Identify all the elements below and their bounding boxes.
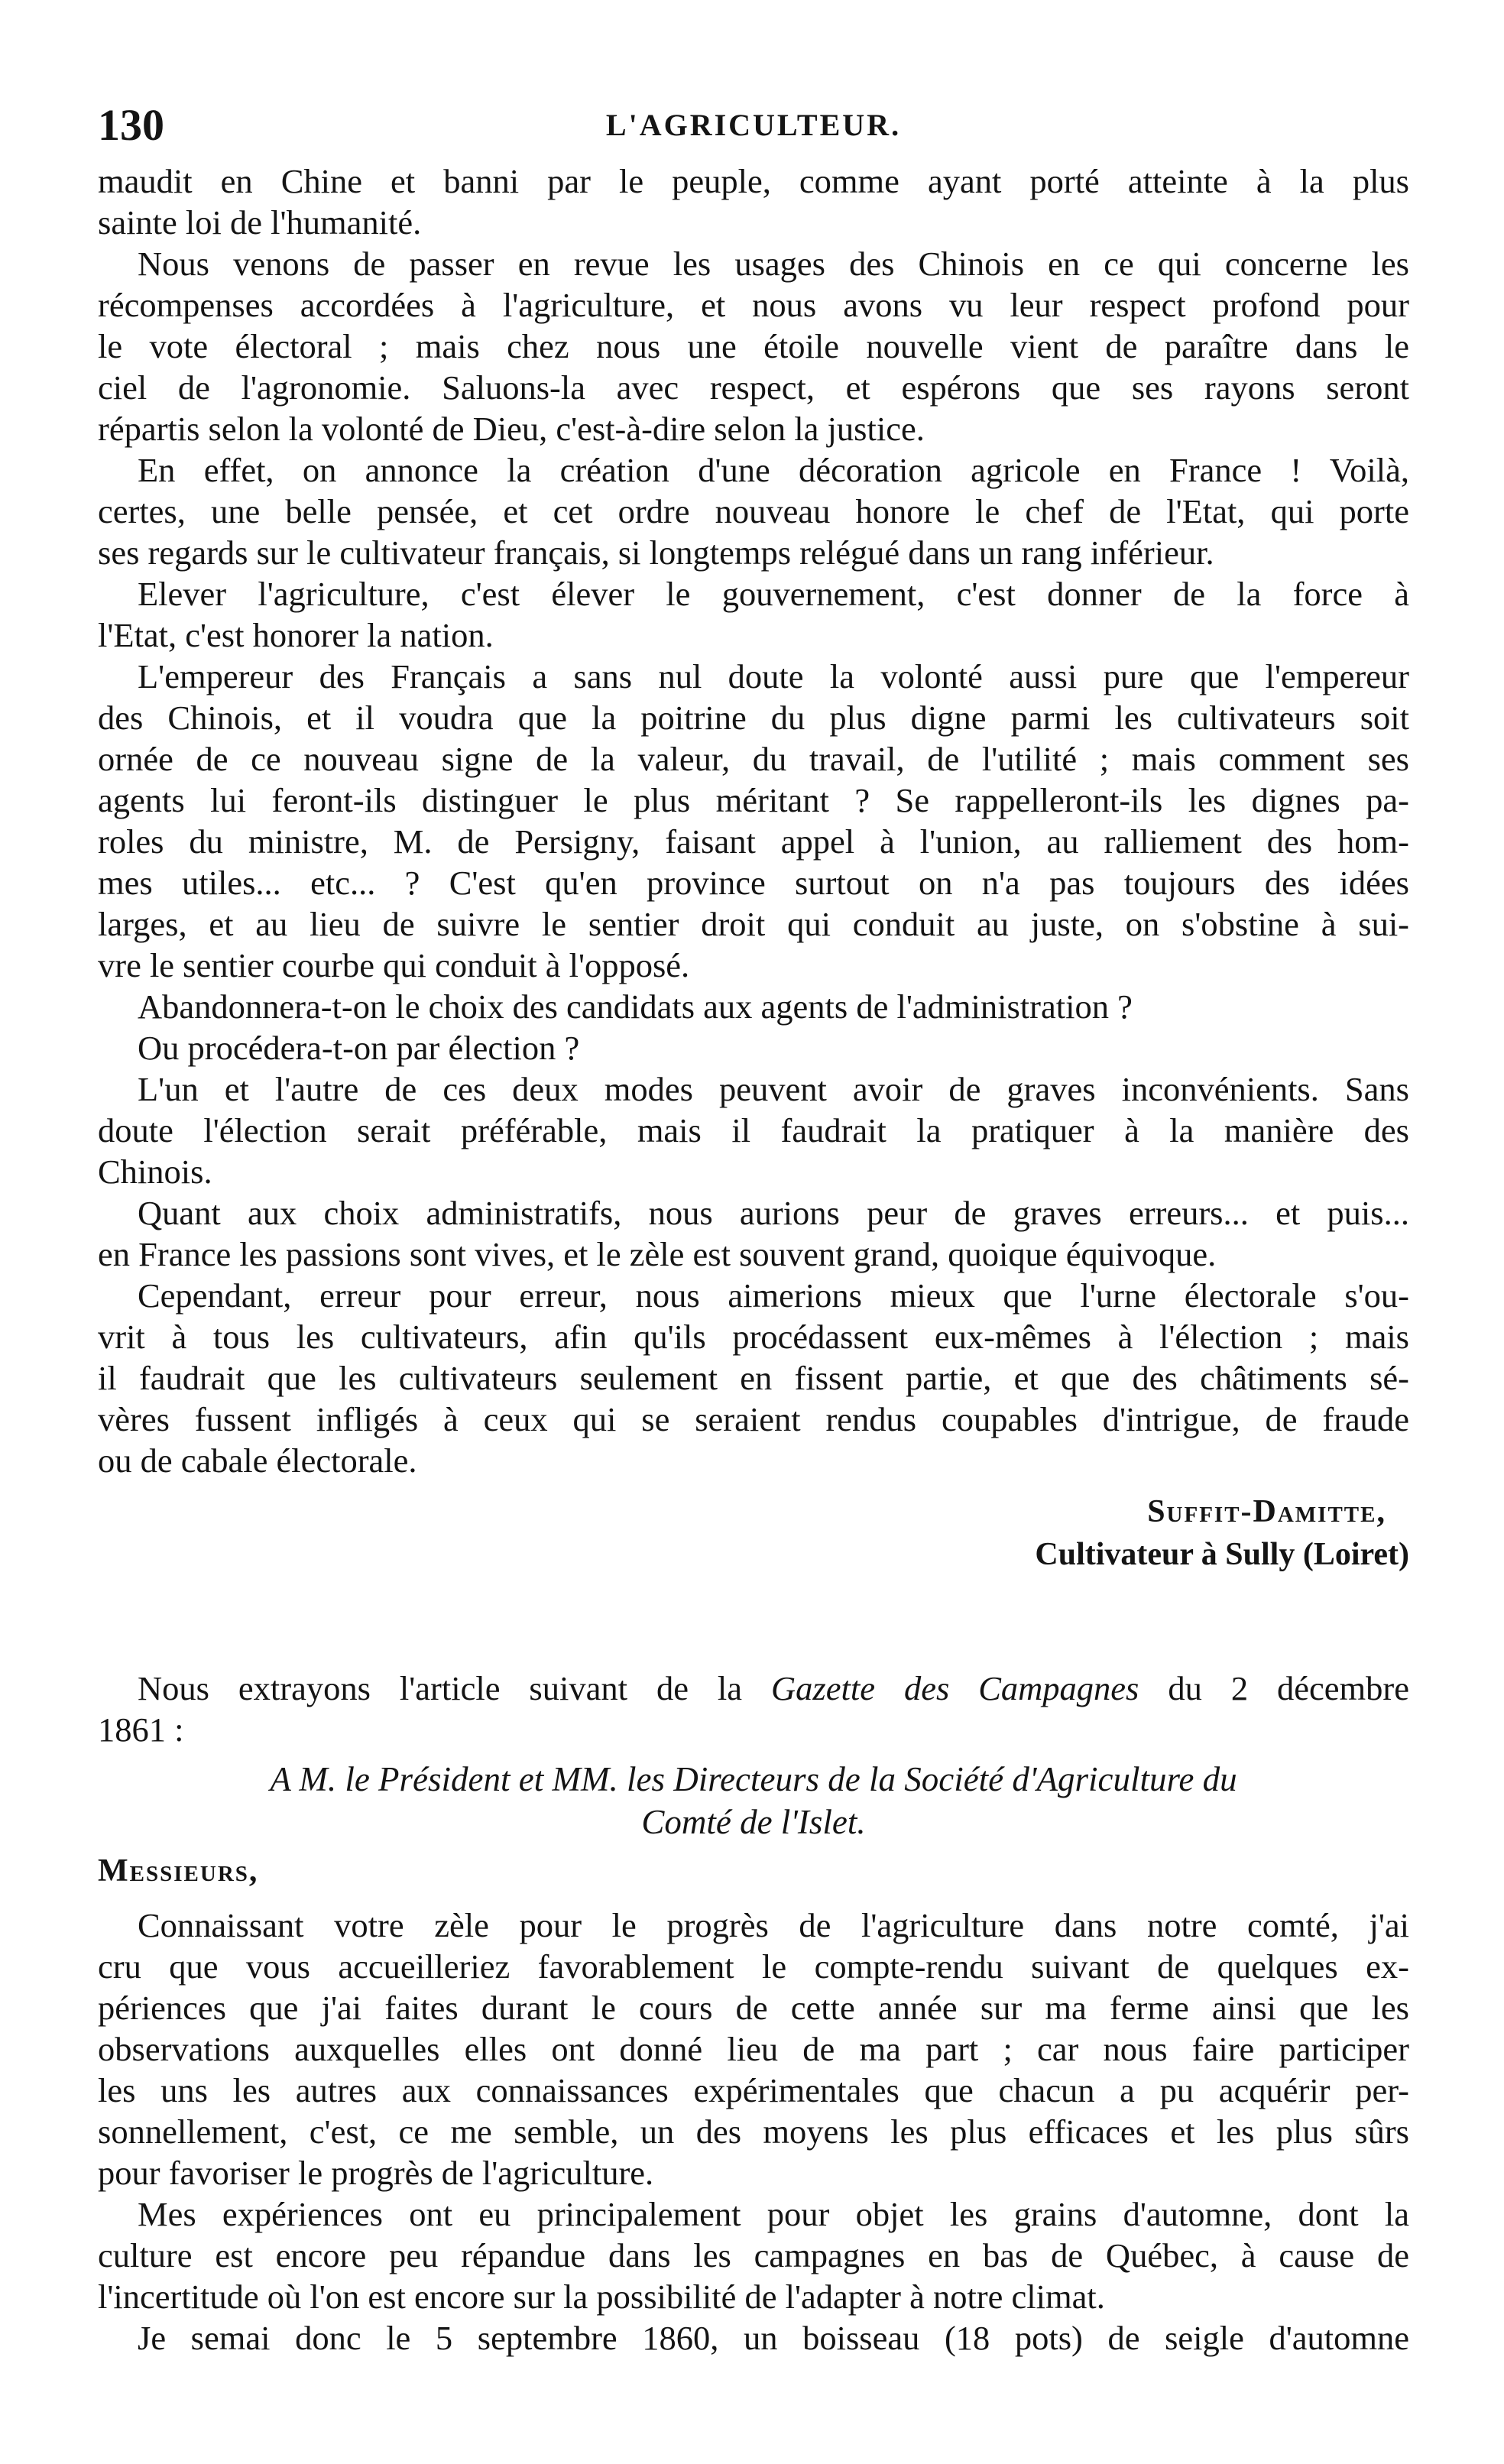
intro-date: du 2 décembre [1139,1669,1409,1707]
text-line: le vote électoral ; mais chez nous une étoile nouvelle vient de paraître dans le [98,327,1409,365]
text-line: pour favoriser le progrès de l'agriculture. [98,2154,654,2192]
letter-address [98,1758,1409,1843]
text-line: observations auxquelles elles ont donné lieu de ma part ; car nous faire participer [98,2030,1409,2068]
text-line: larges, et au lieu de suivre le sentier droit qui conduit au juste, on s'obstine à sui- [98,905,1409,943]
text-line: sainte loi de l'humanité. [98,203,422,242]
text-line: Je semai donc le 5 septembre 1860, un boisseau (18 pots) de seigle d'automne [138,2319,1409,2357]
text-line: roles du ministre, M. de Persigny, faisant appel à l'union, au ralliement des hom- [98,822,1409,861]
text-line: Mes expériences ont eu principalement pour objet les grains d'automne, dont la [138,2195,1409,2233]
text-line: ciel de l'agronomie. Saluons-la avec respect, et espérons que ses rayons seront [98,368,1409,407]
page-number: 130 [98,100,164,150]
text-line: Nous venons de passer en revue les usages des Chinois en ce qui concerne les [138,245,1409,283]
text-line: agents lui feront-ils distinguer le plus méritant ? Se rappelleront-ils les dignes pa- [98,781,1409,819]
text-line: Cependant, erreur pour erreur, nous aimerions mieux que l'urne électorale s'ou- [138,1276,1409,1315]
text-line: ses regards sur le cultivateur français, si longtemps relégué dans un rang inférieur. [98,533,1214,572]
text-line: Quant aux choix administratifs, nous aurions peur de graves erreurs... et puis... [138,1194,1409,1232]
text-line: cru que vous accueilleriez favorablement le compte-rendu suivant de quelques ex- [98,1947,1409,1986]
intro-line [98,1668,1409,1709]
text-line: L'empereur des Français a sans nul doute la volonté aussi pure que l'empereur [138,657,1409,695]
text-line: répartis selon la volonté de Dieu, c'est-à-dire selon la justice. [98,410,925,448]
text-line: Chinois. [98,1153,212,1191]
journal-title: L'AGRICULTEUR. [605,108,902,142]
letter-body [98,1905,1409,2359]
running-header [98,92,1409,160]
address-line: Comté de l'Islet. [641,1803,866,1841]
article-body [98,160,1409,1481]
text-line: Ou procédera-t-on par élection ? [138,1029,580,1067]
intro-text: Nous extrayons l'article suivant de la [138,1669,772,1707]
salutation: Messieurs, [98,1853,259,1889]
text-line: sonnellement, c'est, ce me semble, un des moyens les plus efficaces et les plus sûrs [98,2112,1409,2151]
address-line: A M. le Président et MM. les Directeurs de la Société d'Agriculture du [270,1760,1237,1798]
text-line: certes, une belle pensée, et cet ordre nouveau honore le chef de l'Etat, qui porte [98,492,1409,530]
text-line: Elever l'agriculture, c'est élever le gouvernement, c'est donner de la force à [138,575,1409,613]
text-line: récompenses accordées à l'agriculture, et nous avons vu leur respect profond pour [98,286,1409,324]
text-line: vre le sentier courbe qui conduit à l'opposé. [98,946,690,984]
second-article-intro [98,1668,1409,1750]
source-title: Gazette des Campagnes [771,1669,1139,1707]
text-line: les uns les autres aux connaissances expérimentales que chacun a pu acquérir per- [98,2071,1409,2109]
text-line: périences que j'ai faites durant le cours de cette année sur ma ferme ainsi que les [98,1989,1409,2027]
text-line: des Chinois, et il voudra que la poitrine du plus digne parmi les cultivateurs soit [98,699,1409,737]
text-line: En effet, on annonce la création d'une décoration agricole en France ! Voilà, [138,451,1409,489]
text-line: maudit en Chine et banni par le peuple, comme ayant porté atteinte à la plus [98,162,1409,200]
signature-block [98,1490,1409,1576]
text-line: L'un et l'autre de ces deux modes peuvent avoir de graves inconvénients. Sans [138,1070,1409,1108]
text-line: ornée de ce nouveau signe de la valeur, du travail, de l'utilité ; mais comment ses [98,740,1409,778]
document-page [98,92,1409,2359]
text-line: Connaissant votre zèle pour le progrès de l'agriculture dans notre comté, j'ai [138,1906,1409,1944]
text-line: ou de cabale électorale. [98,1441,417,1480]
author-place: Cultivateur à Sully (Loiret) [1035,1537,1409,1572]
text-line: l'Etat, c'est honorer la nation. [98,616,494,654]
text-line: culture est encore peu répandue dans les campagnes en bas de Québec, à cause de [98,2236,1409,2274]
text-line: l'incertitude où l'on est encore sur la possibilité de l'adapter à notre climat. [98,2278,1105,2316]
text-line: mes utiles... etc... ? C'est qu'en province surtout on n'a pas toujours des idées [98,864,1409,902]
text-line: vères fussent infligés à ceux qui se seraient rendus coupables d'intrigue, de fraude [98,1400,1409,1438]
text-line: en France les passions sont vives, et le zèle est souvent grand, quoique équivoque. [98,1235,1217,1273]
section-gap [98,1576,1409,1668]
text-line: doute l'élection serait préférable, mais il faudrait la pratiquer à la manière des [98,1111,1409,1149]
intro-line: 1861 : [98,1710,184,1749]
author-name: Suffit-Damitte, [1147,1494,1386,1529]
text-line: Abandonnera-t-on le choix des candidats aux agents de l'administration ? [138,987,1133,1026]
text-line: vrit à tous les cultivateurs, afin qu'ils procédassent eux-mêmes à l'élection ; mais [98,1318,1409,1356]
text-line: il faudrait que les cultivateurs seulement en fissent partie, et que des châtiments sé- [98,1359,1409,1397]
